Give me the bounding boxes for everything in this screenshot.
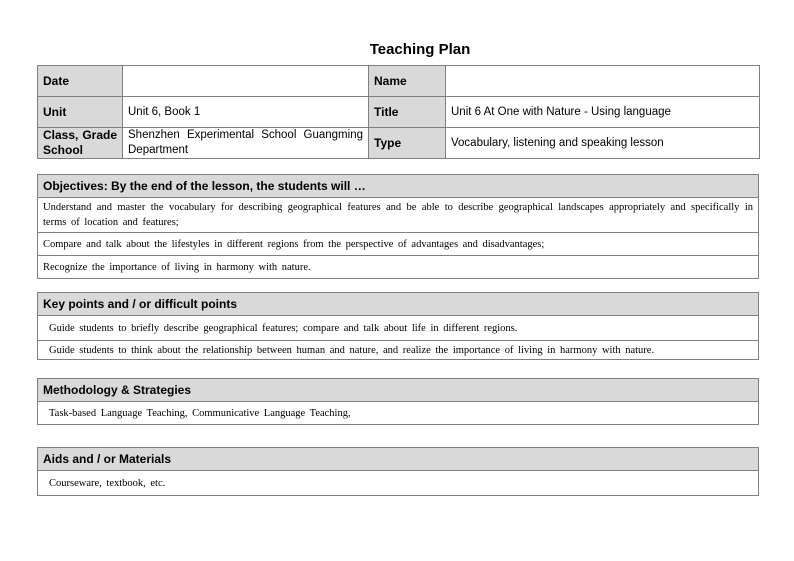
type-value: Vocabulary, listening and speaking lesson xyxy=(446,128,760,159)
objectives-header: Objectives: By the end of the lesson, the students will … xyxy=(38,175,759,198)
objective-item: Recognize the importance of living in harmony with nature. xyxy=(38,256,759,279)
class-label-line1: Class, Grade xyxy=(43,128,117,142)
aids-header: Aids and / or Materials xyxy=(38,448,759,471)
class-label-line2: School xyxy=(43,143,84,157)
methodology-item: Task-based Language Teaching, Communicative Language Teaching, xyxy=(38,402,759,425)
objectives-table xyxy=(37,174,759,279)
class-grade-school-label xyxy=(38,128,123,159)
methodology-header: Methodology & Strategies xyxy=(38,379,759,402)
key-point-item: Guide students to briefly describe geographical features; compare and talk about life in different regions. xyxy=(38,316,759,341)
school-value-line2: Department xyxy=(128,144,189,156)
name-label: Name xyxy=(369,66,446,97)
info-row-class xyxy=(38,128,760,159)
key-points-header: Key points and / or difficult points xyxy=(38,293,759,316)
info-row-unit xyxy=(38,97,760,128)
unit-value: Unit 6, Book 1 xyxy=(123,97,369,128)
page-title: Teaching Plan xyxy=(369,41,471,58)
date-value xyxy=(123,66,369,97)
key-points-table xyxy=(37,292,759,360)
type-label: Type xyxy=(369,128,446,159)
name-value xyxy=(446,66,760,97)
info-table xyxy=(37,65,760,159)
info-row-date xyxy=(38,66,760,97)
key-point-item: Guide students to think about the relationship between human and nature, and realize the importance of living in harmony with nature. xyxy=(38,341,759,360)
unit-label: Unit xyxy=(38,97,123,128)
aids-table xyxy=(37,447,759,496)
methodology-table xyxy=(37,378,759,425)
objective-item: Understand and master the vocabulary for describing geographical features and be able to describe geographical landscapes appropriately and specifically in terms of location and features; xyxy=(38,198,759,233)
school-value xyxy=(123,128,369,159)
objective-item: Compare and talk about the lifestyles in different regions from the perspective of advantages and disadvantages; xyxy=(38,233,759,256)
title-value: Unit 6 At One with Nature - Using language xyxy=(446,97,760,128)
school-value-line1: Shenzhen Experimental School Guangming xyxy=(128,129,363,141)
date-label: Date xyxy=(38,66,123,97)
aids-item: Courseware, textbook, etc. xyxy=(38,471,759,496)
title-label: Title xyxy=(369,97,446,128)
